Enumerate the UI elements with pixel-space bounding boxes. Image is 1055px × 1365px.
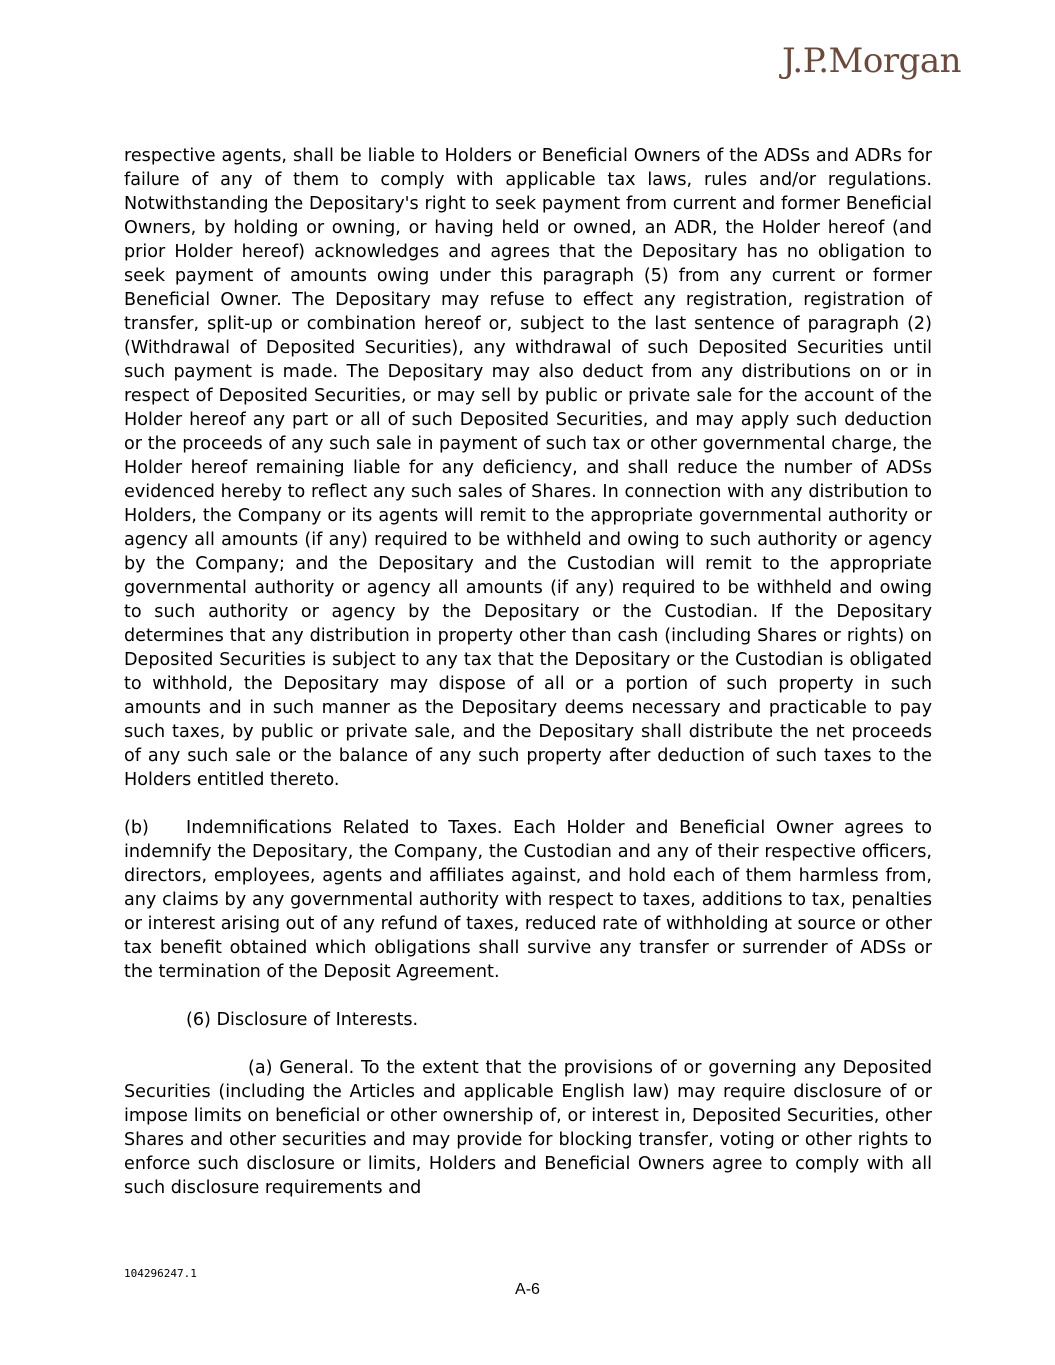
jpmorgan-logo: J.P.Morgan [781, 41, 961, 81]
paragraph-b-text: Indemnifications Related to Taxes. Each Holder and Beneficial Owner agrees to indemnify the Depositary, the Company, the Custodian and any of their respective officers, directors, employees, agents and affiliates against, and hold each of them harmless from, any claims by any governmental authority with respect to taxes, additions to tax, penalties or interest arising out of any refund of taxes, reduced rate of withholding at source or other tax benefit obtained which obligations shall survive any transfer or surrender of ADSs or the termination of the Deposit Agreement. [124, 818, 932, 982]
document-id: 104296247.1 [124, 1267, 197, 1280]
section-heading-disclosure-of-interests: (6) Disclosure of Interests. [186, 1010, 419, 1030]
paragraph-b-label: (b) [124, 818, 149, 838]
paragraph-tax-liability: respective agents, shall be liable to Holders or Beneficial Owners of the ADSs and ADRs for failure of any of them to comply with applicable tax laws, rules and/or regulations. Notwithstanding the Depositary's right to seek payment from current and former Beneficial Owners, by holding or owning, or having held or owned, an ADR, the Holder hereof (and prior Holder hereof) acknowledges and agrees that the Depositary has no obligation to seek payment of amounts owing under this paragraph (5) from any current or former Beneficial Owner. The Depositary may refuse to effect any registration, registration of transfer, split-up or combination hereof or, subject to the last sentence of paragraph (2) (Withdrawal of Deposited Securities), any withdrawal of such Deposited Securities until such payment is made. The Depositary may also deduct from any distributions on or in respect of Deposited Securities, or may sell by public or private sale for the account of the Holder hereof any part or all of such Deposited Securities, and may apply such deduction or the proceeds of any such sale in payment of such tax or other governmental charge, the Holder hereof remaining liable for any deficiency, and shall reduce the number of ADSs evidenced hereby to reflect any such sales of Shares. In connection with any distribution to Holders, the Company or its agents will remit to the appropriate governmental authority or agency all amounts (if any) required to be withheld and owing to such authority or agency by the Company; and the Depositary and the Custodian will remit to the appropriate governmental authority or agency all amounts (if any) required to be withheld and owing to such authority or agency by the Depositary or the Custodian. If the Depositary determines that any distribution in property other than cash (including Shares or rights) on Deposited Securities is subject to any tax that the Depositary or the Custodian is obligated to withhold, the Depositary may dispose of all or a portion of such property in such amounts and in such manner as the Depositary deems necessary and practicable to pay such taxes, by public or private sale, and the Depositary shall distribute the net proceeds of any such sale or the balance of any such property after deduction of such taxes to the Holders entitled thereto. [124, 146, 932, 790]
paragraph-a-general: (a) General. To the extent that the provisions of or governing any Deposited Securities (including the Articles and applicable English law) may require disclosure of or impose limits on beneficial or other ownership of, or interest in, Deposited Securities, other Shares and other securities and may provide for blocking transfer, voting or other rights to enforce such disclosure or limits, Holders and Beneficial Owners agree to comply with all such disclosure requirements and [124, 1058, 932, 1198]
document-body [124, 144, 932, 1200]
paragraph-b-indemnifications [124, 816, 932, 984]
page-number: A-6 [515, 1281, 540, 1298]
